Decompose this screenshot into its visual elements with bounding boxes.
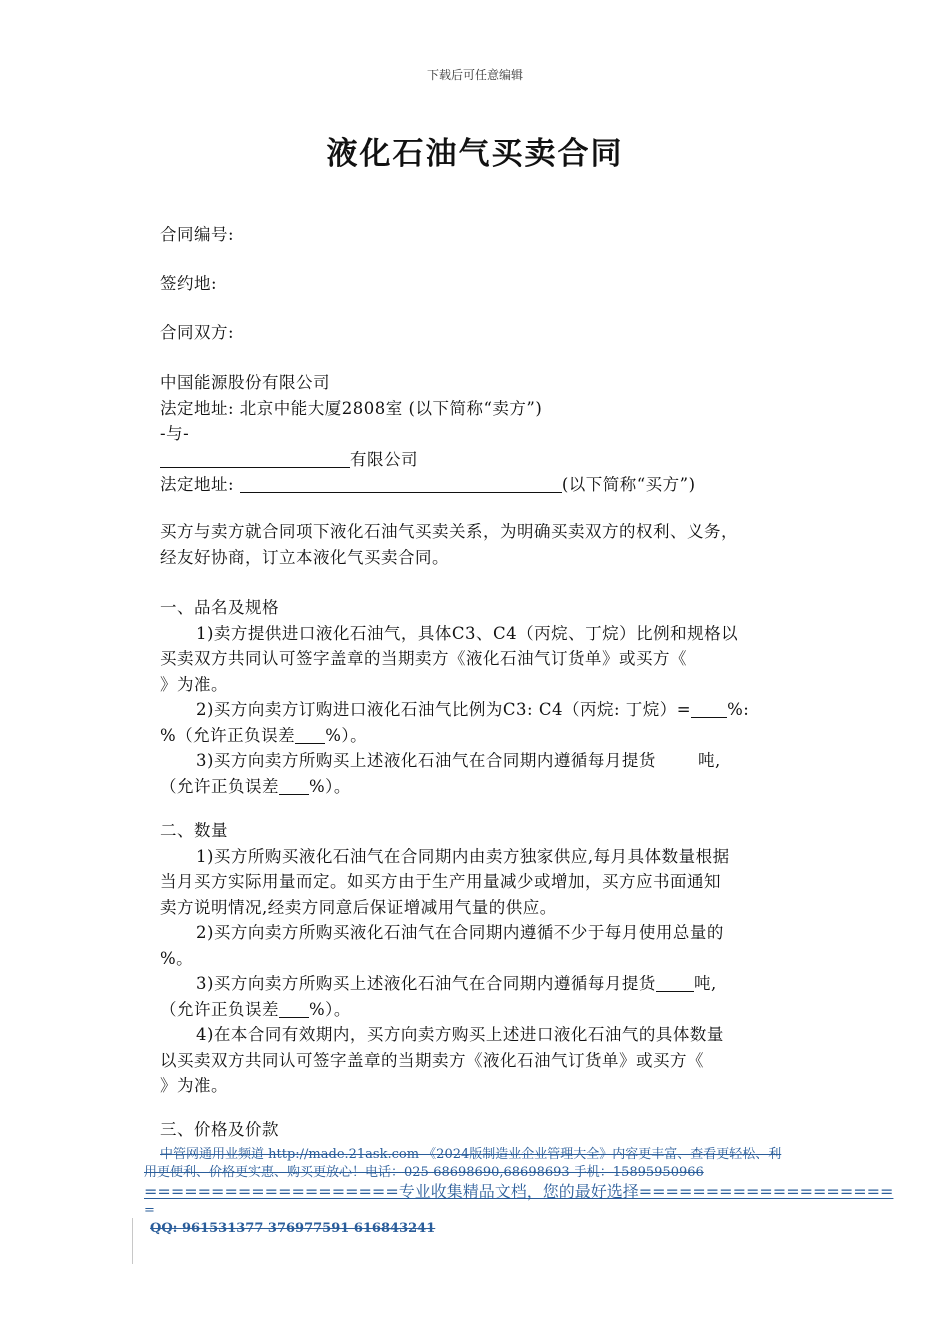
buyer-company-suffix: 有限公司	[350, 449, 418, 469]
monthly-tons-blank[interactable]	[656, 973, 694, 992]
section1-p1-line: 买卖双方共同认可签字盖章的当期卖方《液化石油气订货单》或买方《	[160, 649, 687, 668]
section2-p1-line: 当月买方实际用量而定。如买方由于生产用量减少或增加，买方应书面通知	[160, 872, 721, 891]
seller-name: 中国能源股份有限公司	[160, 373, 330, 392]
section2-p4-line: 》为准。	[160, 1076, 228, 1095]
section1-p2-text: %（允许正负误差	[160, 725, 296, 745]
section2-p3-text: %）。	[309, 999, 351, 1019]
preamble-line: 经友好协商，订立本液化气买卖合同。	[160, 547, 449, 567]
section2-p4-line: 以买卖双方共同认可签字盖章的当期卖方《液化石油气订货单》或买方《	[160, 1050, 704, 1070]
preamble-line: 买方与卖方就合同项下液化石油气买卖关系，为明确买卖双方的权利、义务，	[160, 522, 738, 541]
section1-p1-line: 1)卖方提供进口液化石油气，具体C3、C4（丙烷、丁烷）比例和规格以	[196, 623, 739, 643]
parties-label: 合同双方:	[160, 323, 235, 342]
parties-block	[160, 370, 820, 498]
buyer-address-suffix: (以下简称“买方”)	[561, 475, 696, 494]
seller-address: 法定地址: 北京中能大厦2808室 (以下简称“卖方”)	[160, 398, 543, 418]
section1-p3-text: 3)买方向卖方所购买上述液化石油气在合同期内遵循每月提货	[196, 751, 656, 770]
footer-banner[interactable]: ===================专业收集精品文档，您的最好选择===================	[144, 1182, 894, 1201]
tolerance-blank[interactable]	[295, 725, 325, 744]
section2-p3-line	[160, 971, 820, 997]
section1-p3-line	[160, 774, 820, 800]
contract-fields	[160, 222, 820, 248]
buyer-name-blank[interactable]	[160, 449, 350, 468]
footer-line[interactable]: 中管网通用业频道 http://made.21ask.com 《2024版制造业企业管理大全》内容更丰富、查看更轻松、利	[160, 1147, 782, 1162]
section2-p1-line: 1)买方所购买液化石油气在合同期内由卖方独家供应,每月具体数量根据	[196, 846, 730, 866]
buyer-address-blank[interactable]	[240, 474, 562, 493]
buyer-address-line	[160, 472, 820, 498]
section2-p3-text: 吨,	[693, 974, 717, 993]
section-heading: 二、数量	[160, 821, 228, 840]
section-heading: 三、价格及价款	[160, 1120, 279, 1139]
preamble	[160, 519, 820, 570]
section-heading: 一、品名及规格	[160, 598, 279, 617]
section2-p4-line: 4)在本合同有效期内，买方向卖方购买上述进口液化石油气的具体数量	[196, 1025, 724, 1044]
section1-p3-line	[160, 748, 820, 774]
footer-line[interactable]: 用更便利、价格更实惠、购买更放心！电话：025-68698690,68698693 手机：15895950966	[144, 1165, 704, 1180]
section1-p2-text: %:	[727, 700, 750, 719]
section2-p3-line	[160, 997, 820, 1023]
buyer-address-label: 法定地址:	[160, 475, 235, 494]
footer-qq[interactable]: QQ: 961531377 376977591 616843241	[150, 1221, 436, 1236]
sign-place-label: 签约地:	[160, 274, 218, 293]
section2-p2-line: 2)买方向卖方所购买液化石油气在合同期内遵循不少于每月使用总量的	[196, 923, 724, 942]
section2-p3-text: 3)买方向卖方所购买上述液化石油气在合同期内遵循每月提货	[196, 974, 656, 993]
buyer-name-line	[160, 447, 820, 473]
section1-p2-line	[160, 697, 820, 723]
tolerance-blank[interactable]	[279, 999, 309, 1018]
section1-p2-text: %）。	[325, 725, 368, 745]
section1-p3-text: （允许正负误差	[160, 776, 279, 796]
section1-p3-text: 吨,	[697, 751, 721, 770]
c3-ratio-blank[interactable]	[691, 699, 727, 718]
section-1	[160, 595, 820, 799]
section2-p1-line: 卖方说明情况,经卖方同意后保证增减用气量的供应。	[160, 897, 557, 917]
tolerance-blank[interactable]	[279, 776, 309, 795]
section2-p2-line: %。	[160, 948, 194, 968]
section1-p3-text: %）。	[309, 776, 351, 796]
section1-p2-line	[160, 723, 820, 749]
section1-p1-line: 》为准。	[160, 674, 228, 694]
contract-number-label: 合同编号:	[160, 225, 235, 244]
footer-ad	[144, 1146, 894, 1238]
margin-divider	[132, 1218, 133, 1264]
and-separator: -与-	[160, 424, 190, 443]
section1-p2-text: 2)买方向卖方订购进口液化石油气比例为C3: C4（丙烷: 丁烷）=	[196, 700, 692, 719]
section-3	[160, 1117, 820, 1143]
footer-line: =	[144, 1203, 155, 1218]
header-note: 下载后可任意编辑	[426, 68, 523, 82]
document-title: 液化石油气买卖合同	[326, 136, 624, 172]
section-2	[160, 818, 820, 1099]
section2-p3-text: （允许正负误差	[160, 999, 279, 1019]
